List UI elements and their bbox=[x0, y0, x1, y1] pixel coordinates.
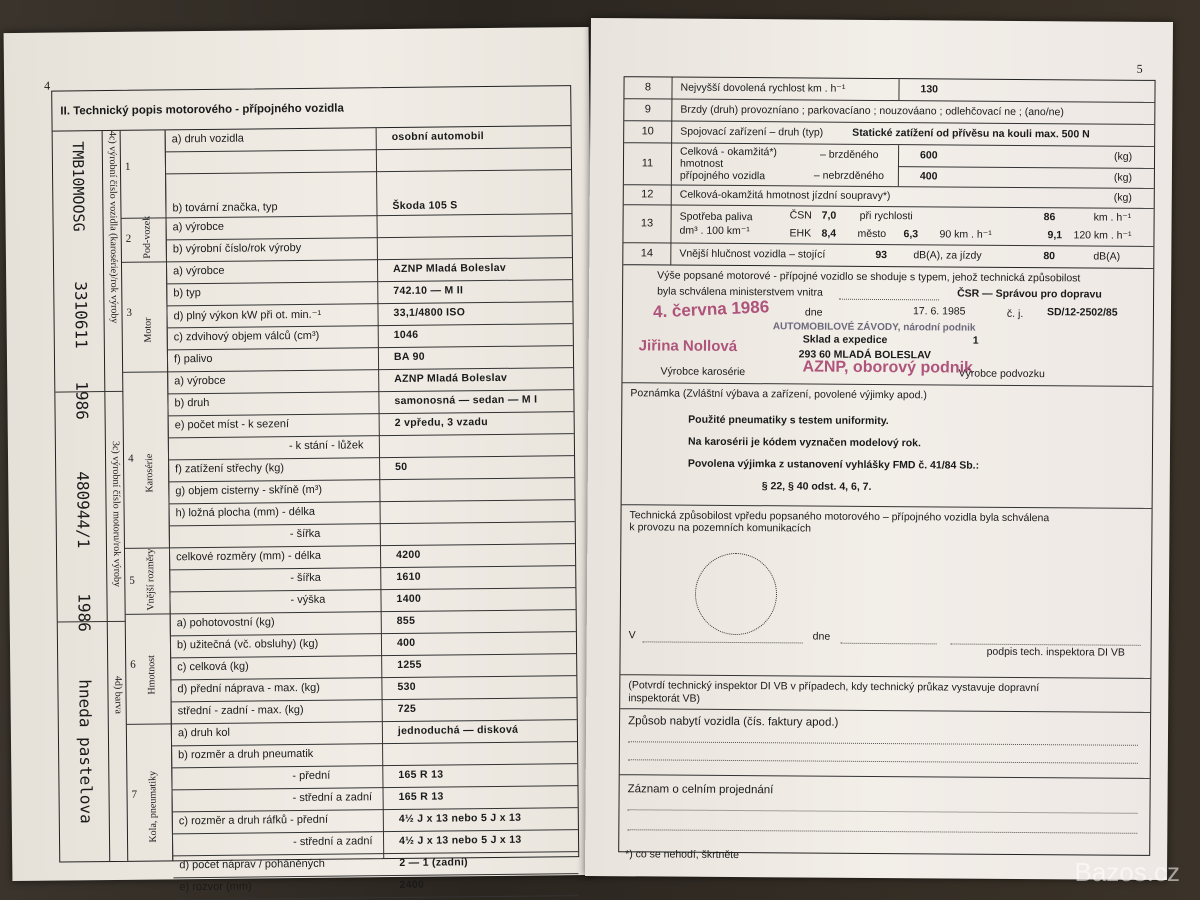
row-label: g) objem cisterny - skříně (m³) bbox=[175, 483, 323, 498]
stamp-name: Jiřina Nollová bbox=[638, 337, 738, 356]
engine-number: 480944/1 bbox=[73, 471, 93, 549]
row-label: a) druh vozidla bbox=[171, 132, 244, 146]
stamp-aznp: AZNP, oborový podnik bbox=[802, 358, 974, 377]
tech-approval-section: Technická způsobilost vpředu popsaného motorového – přípojného vozidla byla schválena k provozu na pozemních komunikacích V dne podpis tech. inspektora DI VB bbox=[620, 505, 1151, 679]
row-8: 8 Nejvyšší dovolená rychlost km . h⁻¹ 130 bbox=[624, 77, 1154, 103]
row-label: d) plný výkon kW při ot. min.⁻¹ bbox=[173, 308, 322, 323]
section-title: II. Technický popis motorového - přípojného vozidla bbox=[52, 86, 570, 131]
row-value: 4½ J x 13 nebo 5 J x 13 bbox=[398, 833, 522, 847]
groups-column bbox=[121, 130, 174, 860]
row-label: d) počet náprav / poháněných bbox=[179, 857, 325, 872]
watermark: Bazos.cz bbox=[1074, 857, 1180, 887]
group-1: 1 bbox=[121, 130, 167, 218]
vin-year: 1986 bbox=[72, 381, 92, 420]
group-2: 2 Pod-vozek bbox=[122, 218, 167, 262]
row-value: jednoduchá — disková bbox=[397, 723, 519, 737]
row-value: Škoda 105 S bbox=[392, 199, 458, 213]
engine-label: 3c) výrobní číslo motoru/rok výroby bbox=[109, 440, 123, 588]
row-value: samonosná — sedan — M I bbox=[394, 393, 538, 408]
row-11: 11 Celková - okamžitá*) hmotnost přípojného vozidla – brzděného – nebrzděného 600 400 (kg) (kg) bbox=[624, 143, 1154, 189]
row-12: 12 Celková-okamžitá hmotnost jízdní soupravy*) (kg) bbox=[624, 185, 1154, 209]
side-values-column bbox=[53, 131, 111, 861]
row-value: BA 90 bbox=[393, 350, 425, 364]
customs-section: Záznam o celním projednání bbox=[619, 775, 1150, 855]
acquisition-section: Způsob nabytí vozidla (čís. faktury apod.) bbox=[620, 709, 1150, 779]
row-value: 530 bbox=[397, 680, 416, 693]
stamp-factory: AUTOMOBILOVÉ ZÁVODY, národní podnik bbox=[772, 321, 976, 334]
technical-table-right bbox=[618, 76, 1155, 856]
row-label: - přední bbox=[292, 769, 331, 783]
row-label: b) druh bbox=[174, 396, 210, 410]
left-page bbox=[4, 27, 598, 894]
row-value: 2 vpředu, 3 vzadu bbox=[394, 416, 488, 430]
group-7: 7 Kola, pneumatiky bbox=[127, 724, 173, 860]
rows-container bbox=[166, 126, 579, 894]
row-label: celkové rozměry (mm) - délka bbox=[176, 549, 321, 564]
group-5: 5 Vnější rozměry bbox=[125, 548, 171, 614]
row-9: 9 Brzdy (druh) provozníano ; parkovacíano ; nouzováano ; odlehčovací ne ; (ano/ne) bbox=[624, 99, 1154, 125]
row-value: 33,1/4800 ISO bbox=[393, 306, 466, 320]
approval-text-2: byla schválena ministerstvem vnitra bbox=[657, 285, 823, 299]
group-3: 3 Motor bbox=[122, 262, 168, 372]
stamp-date: 4. června 1986 bbox=[652, 297, 770, 322]
row-value: osobní automobil bbox=[391, 130, 485, 144]
approval-number: SD/12-2502/85 bbox=[1046, 306, 1118, 319]
row-label: - šířka bbox=[289, 527, 321, 541]
row-label: c) rozměr a druh ráfků - přední bbox=[178, 813, 329, 828]
row-value: 4200 bbox=[396, 548, 421, 562]
row-value: 1610 bbox=[396, 570, 421, 584]
right-page bbox=[585, 18, 1173, 880]
seal-circle bbox=[695, 553, 778, 636]
stamp-city: 293 60 MLADÁ BOLESLAV bbox=[798, 348, 931, 362]
row-label: - k stání - lůžek bbox=[288, 439, 364, 453]
row-label: a) pohotovostní (kg) bbox=[176, 616, 275, 630]
row-label: - střední a zadní bbox=[293, 835, 373, 849]
row-label: c) zdvihový objem válců (cm³) bbox=[173, 329, 320, 344]
row-value: 165 R 13 bbox=[398, 768, 444, 781]
row-label: c) celková (kg) bbox=[177, 660, 249, 674]
row-value: 2 — 1 (zadní) bbox=[399, 856, 469, 869]
row-label: b) rozměr a druh pneumatik bbox=[178, 747, 314, 762]
row-label: e) počet míst - k sezení bbox=[174, 418, 290, 432]
note-4: § 22, § 40 odst. 4, 6, 7. bbox=[761, 480, 872, 493]
table-row bbox=[166, 170, 571, 218]
side-divider bbox=[108, 621, 126, 622]
row-value: AZNP Mladá Boleslav bbox=[394, 371, 508, 386]
page-number-right: 5 bbox=[1136, 61, 1143, 76]
row-13: 13 Spotřeba paliva dm³ . 100 km⁻¹ ČSN 7,0 při rychlosti 86 km . h⁻¹ EHK 8,4 město 6,3 90 km . h⁻¹ 9,1 120 km . h⁻¹ bbox=[623, 205, 1153, 247]
row-label: - střední a zadní bbox=[292, 791, 373, 805]
note-2: Na karosérii je kódem vyznačen modelový rok. bbox=[688, 435, 921, 450]
note-3: Povolena výjimka z ustanovení vyhlášky FMD č. 41/84 Sb.: bbox=[687, 457, 980, 472]
row-label: - výška bbox=[290, 593, 326, 607]
row-label: a) výrobce bbox=[174, 374, 226, 388]
stamp-dept: Sklad a expedice bbox=[802, 333, 888, 347]
row-value: 1046 bbox=[393, 328, 419, 342]
color-label: 4d) barva bbox=[112, 675, 124, 715]
group-6: 6 Hmotnost bbox=[126, 614, 172, 724]
row-value: 50 bbox=[395, 460, 408, 474]
group-4: 4 Karosérie bbox=[123, 372, 170, 548]
row-label: b) typ bbox=[173, 287, 201, 300]
row-label: a) výrobce bbox=[172, 220, 225, 234]
row-label: - šířka bbox=[290, 571, 321, 585]
row-label: střední - zadní - max. (kg) bbox=[177, 703, 304, 718]
color-value: hneda pastelova bbox=[75, 679, 96, 824]
note-1: Použité pneumatiky s testem uniformity. bbox=[688, 413, 889, 428]
row-label: a) výrobce bbox=[173, 264, 225, 278]
row-14: 14 Vnější hlučnost vozidla – stojící 93 dB(A), za jízdy 80 dB(A) bbox=[623, 243, 1153, 269]
row-value: 400 bbox=[396, 636, 416, 649]
row-value: 1255 bbox=[397, 658, 422, 671]
row-value: 725 bbox=[397, 702, 417, 715]
row-value: 2400 bbox=[399, 878, 425, 891]
row-value: 855 bbox=[396, 614, 416, 628]
vin-number: 3310611 bbox=[71, 281, 91, 349]
row-10: 10 Spojovací zařízení – druh (typ) Statické zatížení od přívěsu na kouli max. 500 N bbox=[624, 121, 1154, 147]
confirm-section: (Potvrdí technický inspektor DI VB v případech, kdy technický průkaz vystavuje dopravní inspektorát VB) bbox=[620, 675, 1150, 713]
row-label: f) zatížení střechy (kg) bbox=[175, 462, 285, 476]
footnote: *) co se nehodí, škrtněte bbox=[625, 848, 740, 862]
note-section: Poznámka (Zvláštní výbava a zařízení, povolené výjimky apod.) Použité pneumatiky s testem uniformity. Na karosérii je kódem vyznačen modelový rok. Povolena výjimka z ustanovení vyhlášky FMD č. 41/84 Sb.: § 22, § 40 odst. 4, 6, 7. bbox=[622, 383, 1153, 509]
engine-year: 1986 bbox=[74, 593, 94, 632]
row-label: b) tovární značka, typ bbox=[172, 201, 278, 215]
row-value: 165 R 13 bbox=[398, 790, 444, 803]
approval-org: ČSR — Správou pro dopravu bbox=[957, 287, 1102, 301]
row-value: 1400 bbox=[396, 592, 422, 606]
row-label: d) přední náprava - max. (kg) bbox=[177, 681, 320, 696]
side-divider bbox=[105, 391, 123, 392]
row-label: b) užitečná (vč. obsluhy) (kg) bbox=[176, 637, 319, 652]
row-label: a) druh kol bbox=[177, 726, 230, 740]
vin-value: TMB10MOOSG bbox=[68, 141, 88, 232]
row-value: 742.10 — M II bbox=[393, 284, 464, 298]
page-number-left: 4 bbox=[44, 78, 51, 93]
approval-date: 17. 6. 1985 bbox=[912, 305, 966, 318]
row-value: 4½ J x 13 nebo 5 J x 13 bbox=[398, 811, 522, 825]
approval-text-1: Výše popsané motorové - přípojné vozidlo se shoduje s typem, jehož technická způsobilost bbox=[657, 269, 1081, 285]
approval-section: Výše popsané motorové - přípojné vozidlo se shoduje s typem, jehož technická způsobilost byla schválena ministerstvem vnitra ČSR — Správou pro dopravu dne 17. 6. 1985 č. j. SD/12-2502/85 4. června 1986 AUTOMOBILOVÉ ZÁVODY, národní podnik Sklad a expedice 1 293 60 MLADÁ BOLESLAV Jiřina Nollová Výrobce karosérie AZNP, oborový podnik Výrobce podvozku bbox=[622, 265, 1153, 387]
vin-label: 4c) výrobní číslo vozidla (karosérie)/rok výroby bbox=[106, 130, 120, 324]
table-row bbox=[173, 874, 578, 900]
row-label: b) výrobní číslo/rok výroby bbox=[172, 241, 302, 256]
row-label: e) rozvor (mm) bbox=[179, 880, 252, 894]
row-label: h) ložná plocha (mm) - délka bbox=[175, 505, 316, 520]
row-label: f) palivo bbox=[173, 352, 213, 366]
row-value: AZNP Mladá Boleslav bbox=[393, 261, 506, 276]
technical-table bbox=[51, 85, 579, 894]
